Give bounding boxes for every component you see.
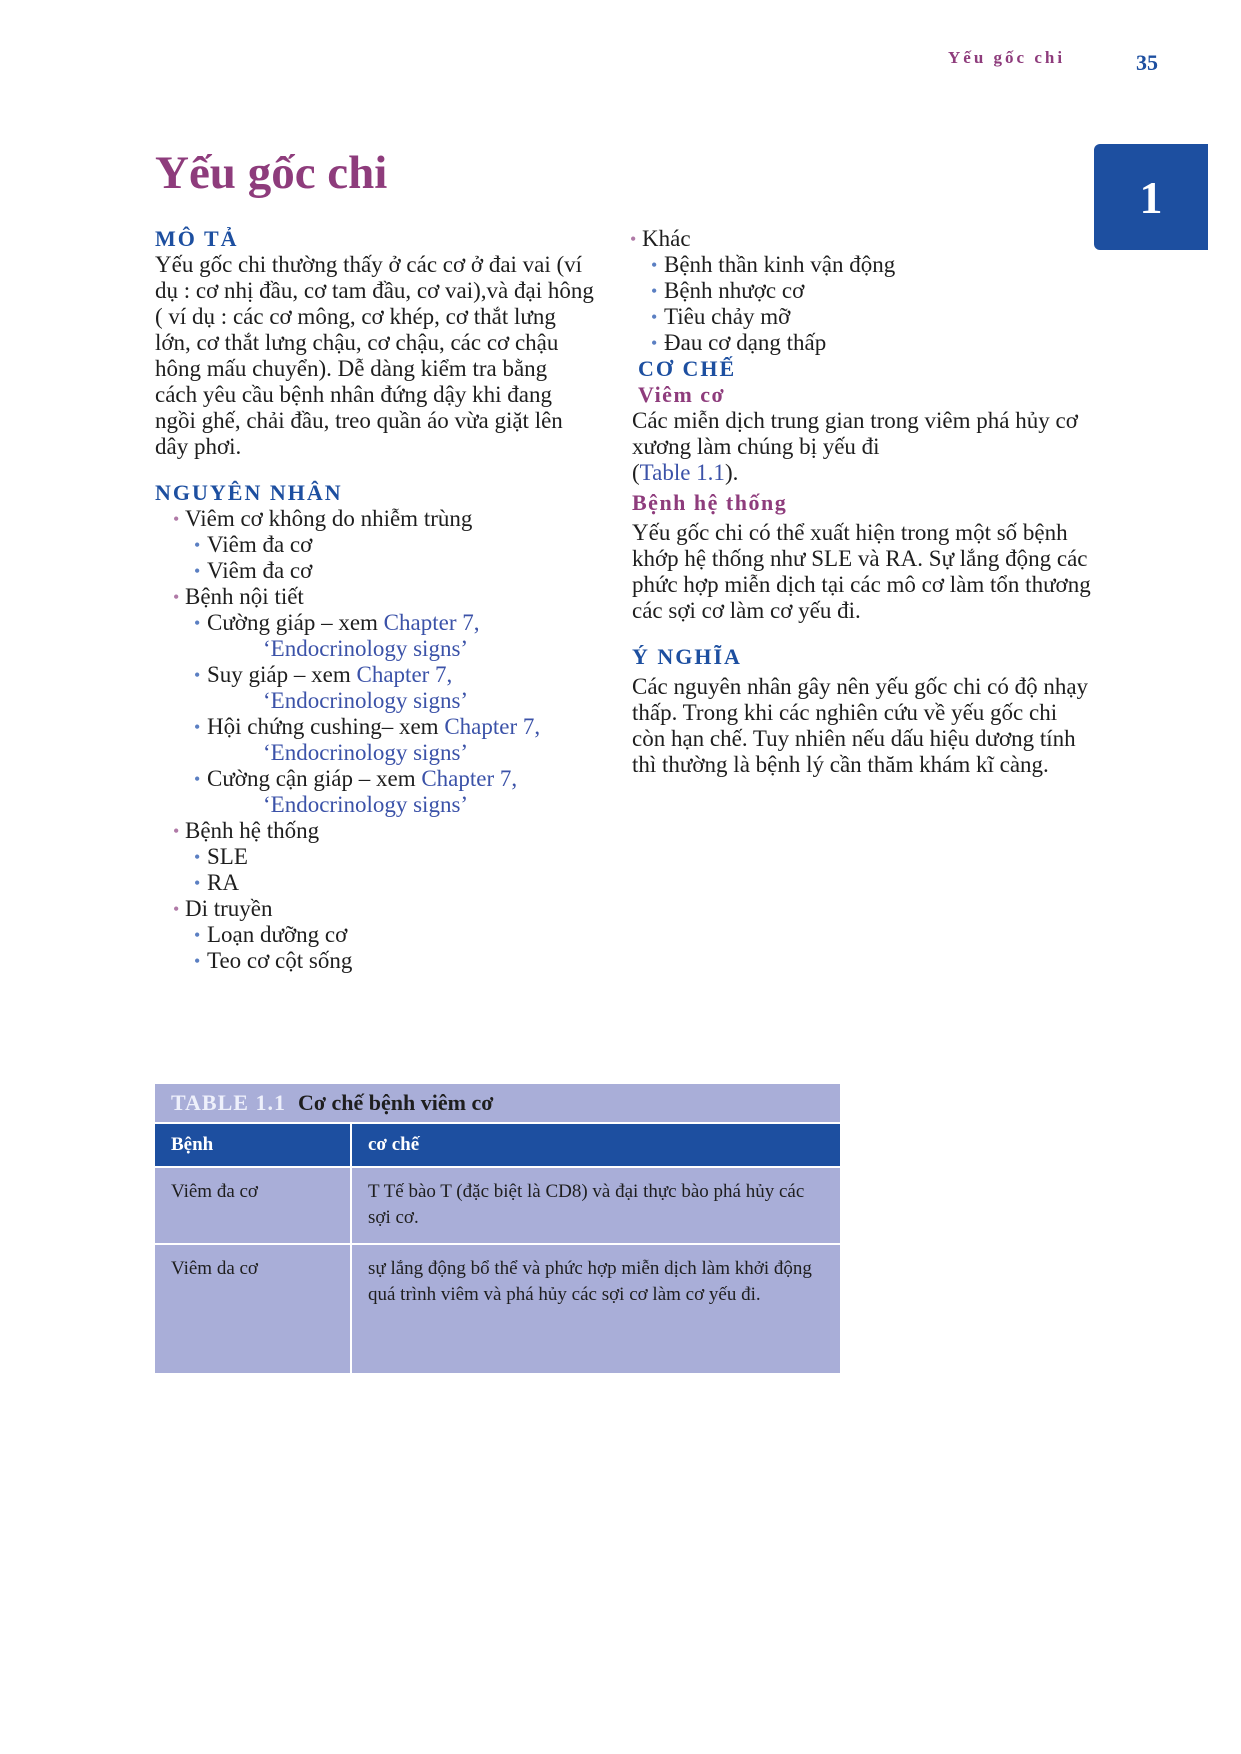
table-cell: T Tế bào T (đặc biệt là CD8) và đại thực bào phá hủy các sợi cơ. [368,1181,805,1228]
bullet-icon: • [194,847,201,867]
list-item [155,870,595,896]
list-item-text: Bệnh thần kinh vận động [664,252,896,277]
cause-group-label: Bệnh hệ thống [185,818,320,843]
list-item-text: Teo cơ cột sống [207,948,353,973]
bullet-icon: • [194,561,201,581]
list-item-text: Loạn dưỡng cơ [207,922,348,947]
bullet-icon: • [194,769,201,789]
ref-close: ). [724,460,739,485]
cause-group [155,818,595,896]
cause-group [612,226,1092,356]
bullet-icon: • [194,873,201,893]
chapter-link-continued[interactable]: ‘Endocrinology signs’ [263,792,469,817]
bullet-icon: • [194,613,201,633]
chapter-link[interactable]: Chapter 7, [356,662,453,687]
mo-ta-paragraph: Yếu gốc chi thường thấy ở các cơ ở đai vai (ví dụ : cơ nhị đầu, cơ tam đầu, cơ vai),và đại hông ( ví dụ : các cơ mông, cơ khép, cơ thắt lưng lớn, cơ thắt lưng chậu, cơ chậu, các cơ chậu hông mấu chuyển). Dễ dàng kiểm tra bằng cách yêu cầu bệnh nhân đứng dậy khi đang ngồi ghế, chải đầu, treo quần áo vừa giặt lên dây phơi. [155,252,594,459]
list-item [612,304,1092,330]
table-reference-link[interactable]: Table 1.1 [639,460,725,485]
bullet-icon: • [194,951,201,971]
cause-group-label: Di truyền [185,896,273,921]
table-label: TABLE 1.1 [171,1090,286,1115]
list-item [612,252,1092,278]
table-header-row [155,1123,840,1167]
chapter-link[interactable]: Chapter 7, [383,610,480,635]
viem-co-paragraph [632,408,1092,486]
bullet-icon: • [651,307,658,327]
bullet-icon: • [194,717,201,737]
list-item-text: Tiêu chảy mỡ [664,304,791,329]
chapter-title: Yếu gốc chi [155,147,388,199]
column-header: cơ chế [351,1123,840,1167]
bullet-icon: • [173,587,180,607]
list-item-text: Đau cơ dạng thấp [664,330,827,355]
list-item [155,662,595,714]
section-heading-co-che: CƠ CHẾ [638,356,737,381]
bullet-icon: • [651,255,658,275]
list-item-text: Cường giáp – xem [207,610,384,635]
chapter-link[interactable]: Chapter 7, [444,714,541,739]
table-cell: Viêm da cơ [155,1244,351,1373]
list-item [612,330,1092,356]
right-column [632,226,1092,778]
section-heading-nguyen-nhan: NGUYÊN NHÂN [155,480,343,505]
left-column [155,226,595,974]
section-heading-y-nghia: Ý NGHĨA [632,644,742,669]
column-header: Bệnh [155,1123,351,1167]
chapter-link-continued[interactable]: ‘Endocrinology signs’ [263,688,469,713]
list-item [155,610,595,662]
cause-group-label: Bệnh nội tiết [185,584,304,609]
table-cell: sự lắng động bổ thể và phức hợp miễn dịch làm khởi động quá trình viêm và phá hủy các sợi cơ làm cơ yếu đi. [368,1258,812,1305]
table-1-1 [155,1084,840,1373]
chapter-link-continued[interactable]: ‘Endocrinology signs’ [263,740,469,765]
list-item-text: Viêm đa cơ [207,532,313,557]
list-item [155,714,595,766]
list-item-text: Cường cận giáp – xem [207,766,422,791]
list-item-text: SLE [207,844,248,869]
mechanism-table [155,1122,840,1373]
running-title: Yếu gốc chi [948,48,1066,67]
bullet-icon: • [630,229,637,249]
subheading-benh-he-thong: Bệnh hệ thống [632,490,788,515]
cause-group-label: Viêm cơ không do nhiễm trùng [185,506,473,531]
cause-group [155,506,595,584]
section-heading-mo-ta: MÔ TẢ [155,226,239,251]
list-item [155,532,595,558]
bullet-icon: • [173,899,180,919]
cause-list-continued [612,226,1092,356]
list-item-text: Viêm đa cơ [207,558,313,583]
list-item-text: RA [207,870,239,895]
list-item-text: Hội chứng cushing– xem [207,714,445,739]
list-item [155,948,595,974]
page-number: 35 [1136,50,1158,75]
list-item [155,922,595,948]
bullet-icon: • [173,821,180,841]
cause-list [155,506,595,974]
list-item [612,278,1092,304]
viem-co-text: Các miễn dịch trung gian trong viêm phá hủy cơ xương làm chúng bị yếu đi [632,408,1078,459]
cause-group [155,896,595,974]
list-item [155,766,595,818]
list-item [155,844,595,870]
cause-group-label: Khác [642,226,691,251]
bullet-icon: • [194,535,201,555]
list-item-text: Suy giáp – xem [207,662,357,687]
chapter-link-continued[interactable]: ‘Endocrinology signs’ [263,636,469,661]
table-cell: Viêm đa cơ [155,1167,351,1244]
chapter-link[interactable]: Chapter 7, [421,766,518,791]
bullet-icon: • [651,333,658,353]
list-item-text: Bệnh nhược cơ [664,278,805,303]
table-title: Cơ chế bệnh viêm cơ [297,1090,494,1115]
cause-group [155,584,595,818]
table-row [155,1244,840,1373]
bullet-icon: • [194,665,201,685]
ref-open: ( [632,460,640,485]
benh-he-thong-paragraph: Yếu gốc chi có thể xuất hiện trong một số bệnh khớp hệ thống như SLE và RA. Sự lắng động các phức hợp miễn dịch tại các mô cơ làm tổn thương các sợi cơ làm cơ yếu đi. [632,520,1091,623]
table-caption [155,1084,840,1122]
bullet-icon: • [194,925,201,945]
y-nghia-paragraph: Các nguyên nhân gây nên yếu gốc chi có độ nhạy thấp. Trong khi các nghiên cứu về yếu gốc chi còn hạn chế. Tuy nhiên nếu dấu hiệu dương tính thì thường là bệnh lý cần thăm khám kĩ càng. [632,674,1089,777]
table-row [155,1167,840,1244]
bullet-icon: • [651,281,658,301]
list-item [155,558,595,584]
chapter-tab: 1 [1094,144,1208,250]
subheading-viem-co: Viêm cơ [638,382,726,407]
bullet-icon: • [173,509,180,529]
